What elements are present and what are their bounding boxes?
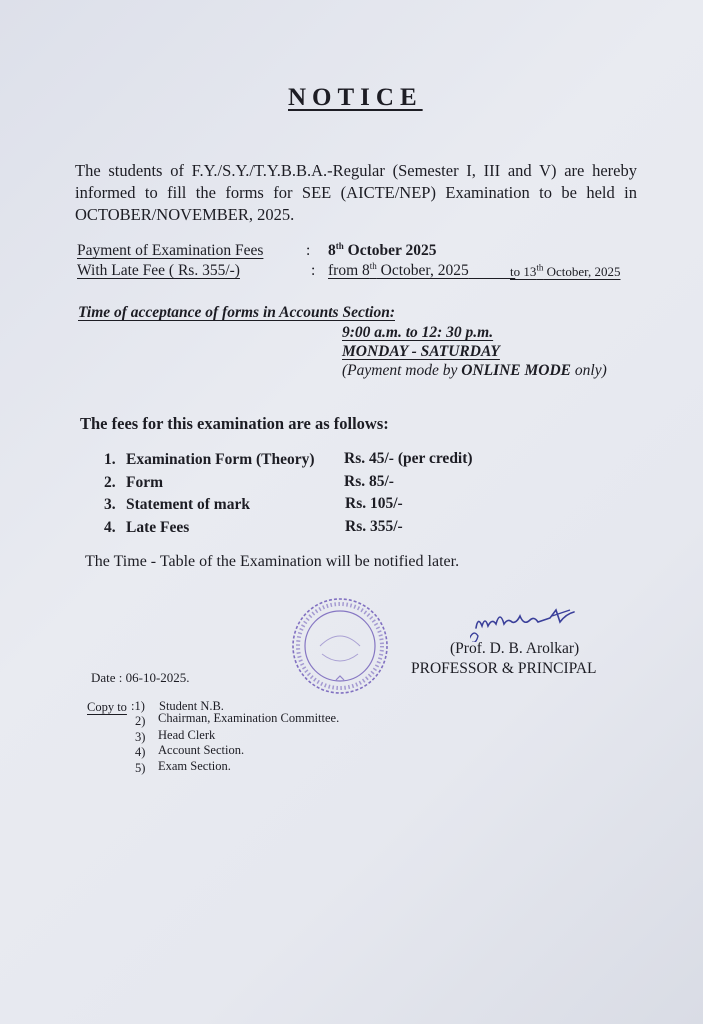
- copy-to-item: Student N.B.: [159, 699, 224, 713]
- payment-mode-suffix: only): [571, 362, 607, 379]
- fee-item-amount: Rs. 85/-: [344, 473, 394, 490]
- payment-colon: :: [306, 242, 311, 259]
- payment-mode-prefix: (Payment mode by: [342, 362, 462, 379]
- fee-item-name: Late Fees: [126, 519, 190, 536]
- late-fee-from-rest: October, 2025: [376, 262, 469, 279]
- late-fee-to-prefix: to 13: [510, 264, 537, 279]
- late-fee-from: [328, 262, 515, 280]
- copy-to-label: Copy to: [87, 700, 127, 714]
- copy-to-item: Exam Section.: [158, 759, 231, 773]
- acceptance-time: 9:00 a.m. to 12: 30 p.m.: [342, 324, 494, 341]
- fee-item-num: 1.: [104, 451, 116, 468]
- late-fee-to-suffix: th: [536, 262, 544, 273]
- principal-signature: [470, 598, 585, 642]
- copy-to-num: 4): [135, 745, 146, 759]
- intro-line-3: OCTOBER/NOVEMBER, 2025.: [75, 205, 295, 224]
- signatory-name: (Prof. D. B. Arolkar): [450, 640, 580, 657]
- fee-item-amount: Rs. 105/-: [345, 495, 403, 512]
- payment-day: 8: [328, 242, 336, 259]
- fee-item-num: 3.: [104, 496, 116, 513]
- late-fee-to-rest: October, 2025: [543, 264, 621, 279]
- fee-item-name: Examination Form (Theory): [126, 451, 315, 468]
- fees-heading: The fees for this examination are as follows:: [80, 414, 389, 433]
- fee-item-name: Statement of mark: [126, 496, 250, 513]
- late-fee-to: [510, 264, 621, 280]
- copy-to-num: 2): [135, 714, 146, 728]
- copy-to-num: 3): [135, 730, 146, 744]
- payment-mode: [342, 362, 607, 380]
- signatory-designation: PROFESSOR & PRINCIPAL: [411, 660, 597, 677]
- payment-label: Payment of Examination Fees: [77, 242, 264, 259]
- late-fee-from-suffix: th: [369, 260, 377, 271]
- fee-item-num: 4.: [104, 519, 116, 536]
- copy-to-num: :1): [131, 699, 145, 713]
- acceptance-days: MONDAY - SATURDAY: [342, 343, 500, 360]
- fee-item-amount: Rs. 355/-: [345, 518, 403, 535]
- intro-line-1: The students of F.Y./S.Y./T.Y.B.B.A.-Regular (Semester I, III and V) are hereby: [75, 161, 637, 180]
- payment-mode-online: ONLINE MODE: [461, 362, 572, 379]
- acceptance-heading: Time of acceptance of forms in Accounts Section:: [78, 304, 395, 321]
- fee-item-num: 2.: [104, 474, 116, 491]
- copy-to-num: 5): [135, 761, 146, 775]
- late-fee-label: With Late Fee ( Rs. 355/-): [77, 262, 240, 279]
- fee-item-amount: Rs. 45/- (per credit): [344, 450, 473, 467]
- intro-line-2: informed to fill the forms for SEE (AICTE/NEP) Examination to be held in: [75, 183, 637, 202]
- college-stamp: [290, 596, 390, 696]
- payment-day-suffix: th: [335, 240, 344, 251]
- copy-to-item: Account Section.: [158, 743, 245, 757]
- copy-to-item: Chairman, Examination Committee.: [158, 711, 340, 725]
- notice-date: Date : 06-10-2025.: [91, 670, 190, 685]
- notice-title: NOTICE: [288, 84, 423, 111]
- intro-paragraph: [75, 160, 637, 226]
- late-fee-colon: :: [311, 262, 316, 279]
- payment-month-year: October 2025: [343, 242, 437, 259]
- fee-item-name: Form: [126, 474, 164, 491]
- payment-date: [328, 242, 436, 260]
- copy-to-item: Head Clerk: [158, 728, 216, 742]
- late-fee-from-prefix: from 8: [328, 262, 370, 279]
- timetable-note: The Time - Table of the Examination will be notified later.: [85, 553, 460, 570]
